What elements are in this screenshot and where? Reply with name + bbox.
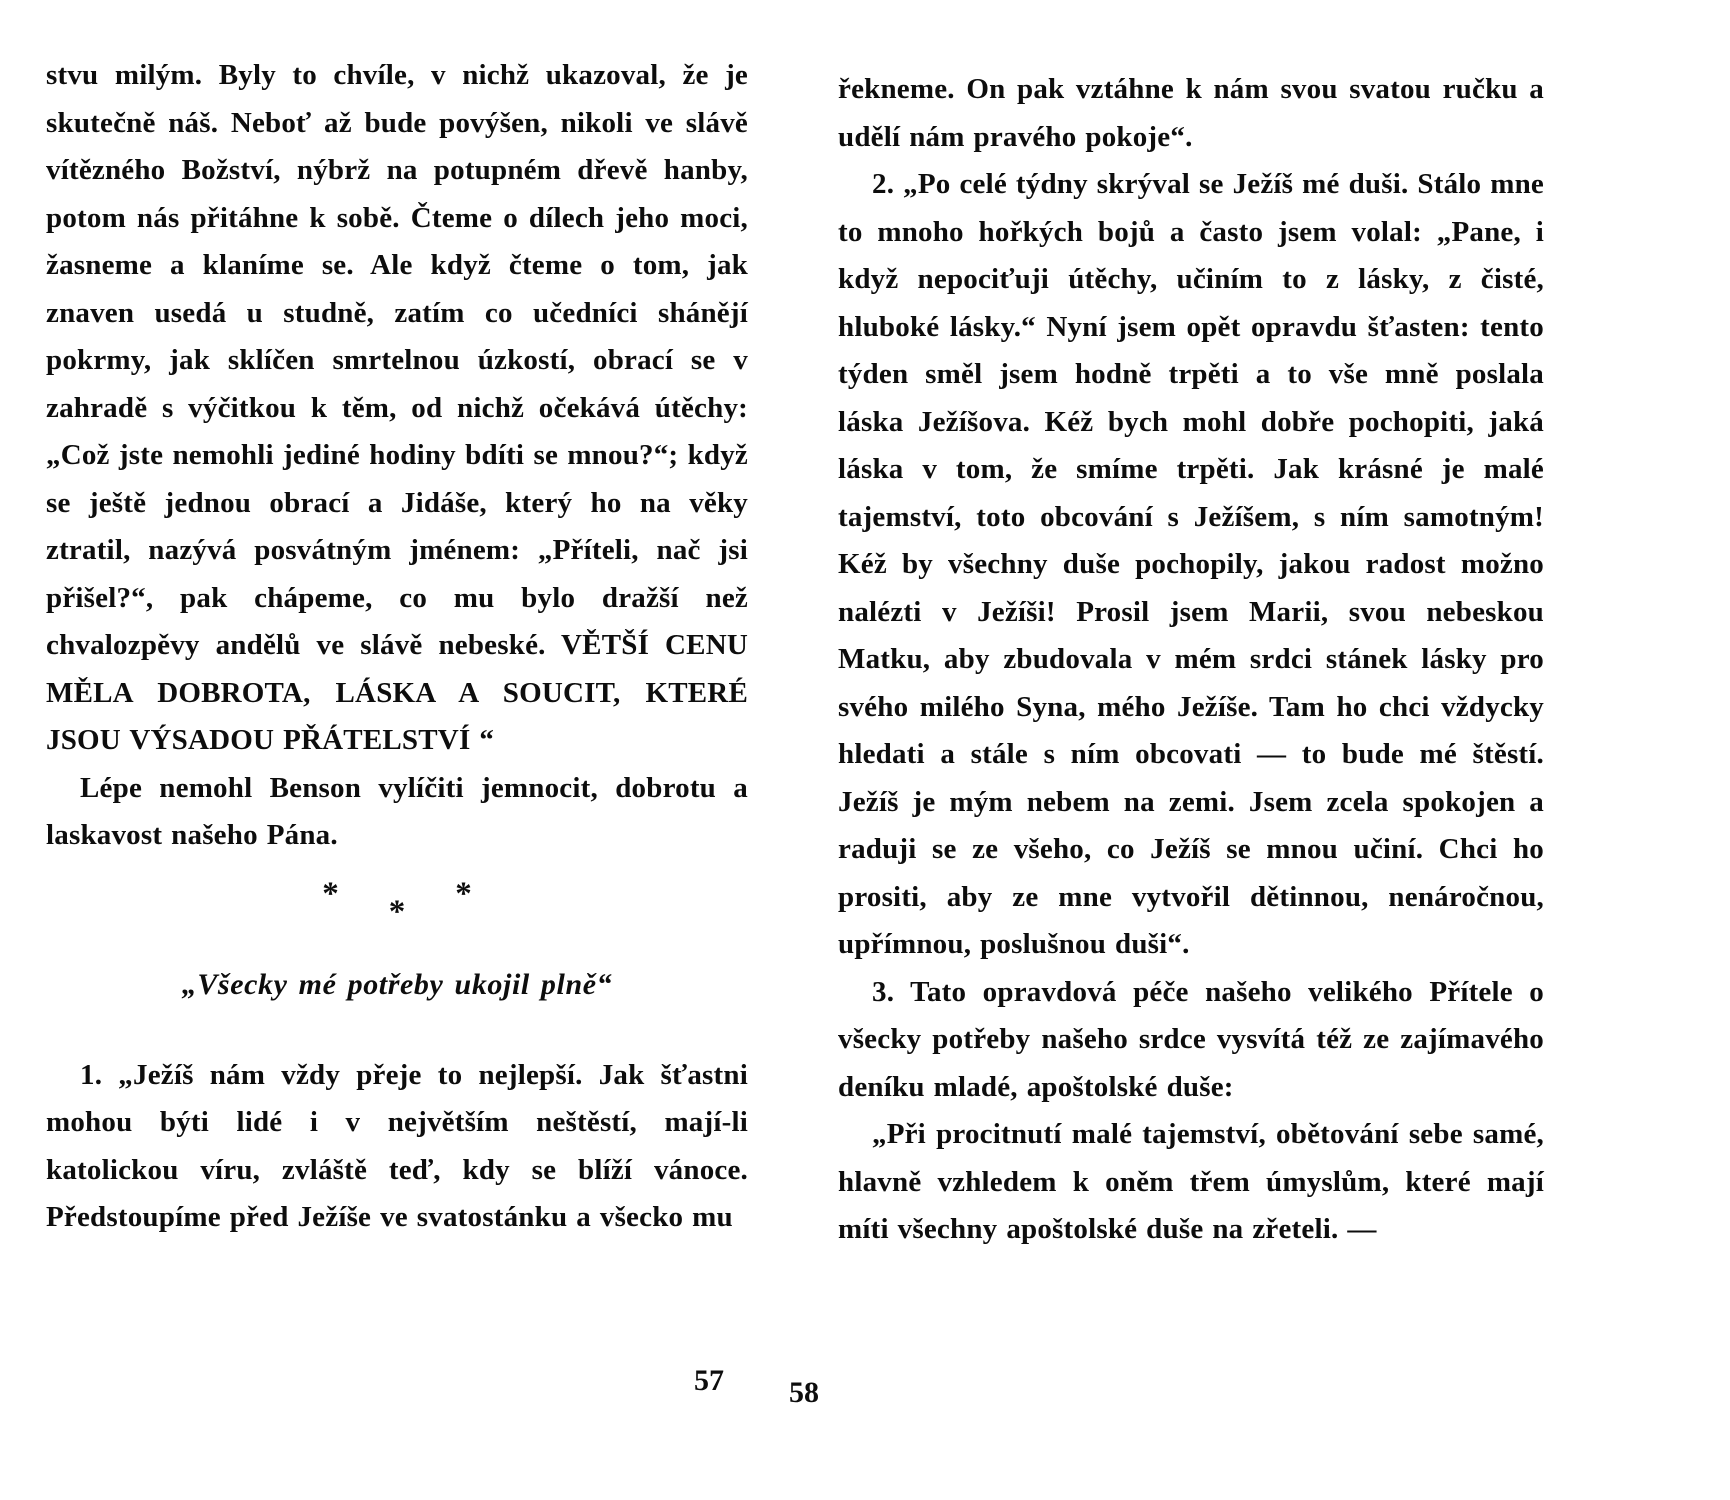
- body-paragraph: stvu milým. Byly to chvíle, v nichž ukazoval, že je skutečně náš. Neboť až bude povýšen, nikoli ve slávě vítězného Božství, nýbrž na potupném dřevě hanby, potom nás přitáhne k sobě. Čteme o dílech jeho moci, žasneme a klaníme se. Ale když čteme o tom, jak znaven usedá u studně, zatím co učedníci shánějí pokrmy, jak sklíčen smrtelnou úzkostí, obrací se v zahradě s výčitkou k těm, od nichž očekává útěchy: „Což jste nemohli jediné hodiny bdíti se mnou?“; když se ještě jednou obrací a Jidáše, který ho na věky ztratil, nazývá posvátným jménem: „Příteli, nač jsi přišel?“, pak chápeme, co mu bylo dražší než chvalozpěvy andělů ve slávě nebeské. VĚTŠÍ CENU MĚLA DOBROTA, LÁSKA A SOUCIT, KTERÉ JSOU VÝSADOU PŘÁTELSTVÍ “: [46, 59, 748, 756]
- book-page-right: [838, 66, 1544, 1254]
- book-page-left: [46, 52, 748, 1242]
- body-paragraph: 1. „Ježíš nám vždy přeje to nejlepší. Jak šťastni mohou býti lidé i v největším neštěstí, mají-li katolickou víru, zvláště teď, kdy se blíží vánoce. Předstoupíme před Ježíše ve svatostánku a všecko mu: [46, 1058, 748, 1233]
- asterisk-icon: *: [322, 875, 339, 912]
- body-paragraph: Lépe nemohl Benson vylíčiti jemnocit, dobrotu a laskavost našeho Pána.: [46, 771, 748, 851]
- page-number-right: 58: [789, 1376, 819, 1409]
- asterisk-icon: *: [455, 875, 472, 912]
- page-number-left: 57: [694, 1364, 724, 1397]
- body-paragraph: 2. „Po celé týdny skrýval se Ježíš mé duši. Stálo mne to mnoho hořkých bojů a často jsem volal: „Pane, i když nepociťuji útěchy, učiním to z lásky, z čisté, hluboké lásky.“ Nyní jsem opět opravdu šťasten: tento týden směl jsem hodně trpěti a to vše mně poslala láska Ježíšova. Kéž bych mohl dobře pochopiti, jaká láska v tom, že smíme trpěti. Jak krásné je malé tajemství, toto obcování s Ježíšem, s ním samotným! Kéž by všechny duše pochopily, jakou radost možno nalézti v Ježíši! Prosil jsem Marii, svou nebeskou Matku, aby zbudovala v mém srdci stánek lásky pro svého milého Syna, mého Ježíše. Tam ho chci vždycky hledati a stále s ním obcovati — to bude mé štěstí. Ježíš je mým nebem na zemi. Jsem zcela spokojen a raduji se ze všeho, co Ježíš se mnou učiní. Chci ho prositi, aby ze mne vytvořil dětinnou, nenáročnou, upřímnou, poslušnou duši“.: [838, 168, 1544, 960]
- section-heading: „Všecky mé potřeby ukojil plně“: [181, 967, 613, 1001]
- body-paragraph: 3. Tato opravdová péče našeho velikého Přítele o všecky potřeby našeho srdce vysvítá též ze zajímavého deníku mladé, apoštolské duše:: [838, 975, 1544, 1103]
- body-paragraph: řekneme. On pak vztáhne k nám svou svatou ručku a udělí nám pravého pokoje“.: [838, 73, 1544, 153]
- asterisk-ornament: [46, 876, 748, 938]
- body-paragraph: „Při procitnutí malé tajemství, obětování sebe samé, hlavně vzhledem k oněm třem úmyslům, které mají míti všechny apoštolské duše na zřeteli. —: [838, 1118, 1544, 1245]
- asterisk-icon: *: [388, 893, 406, 930]
